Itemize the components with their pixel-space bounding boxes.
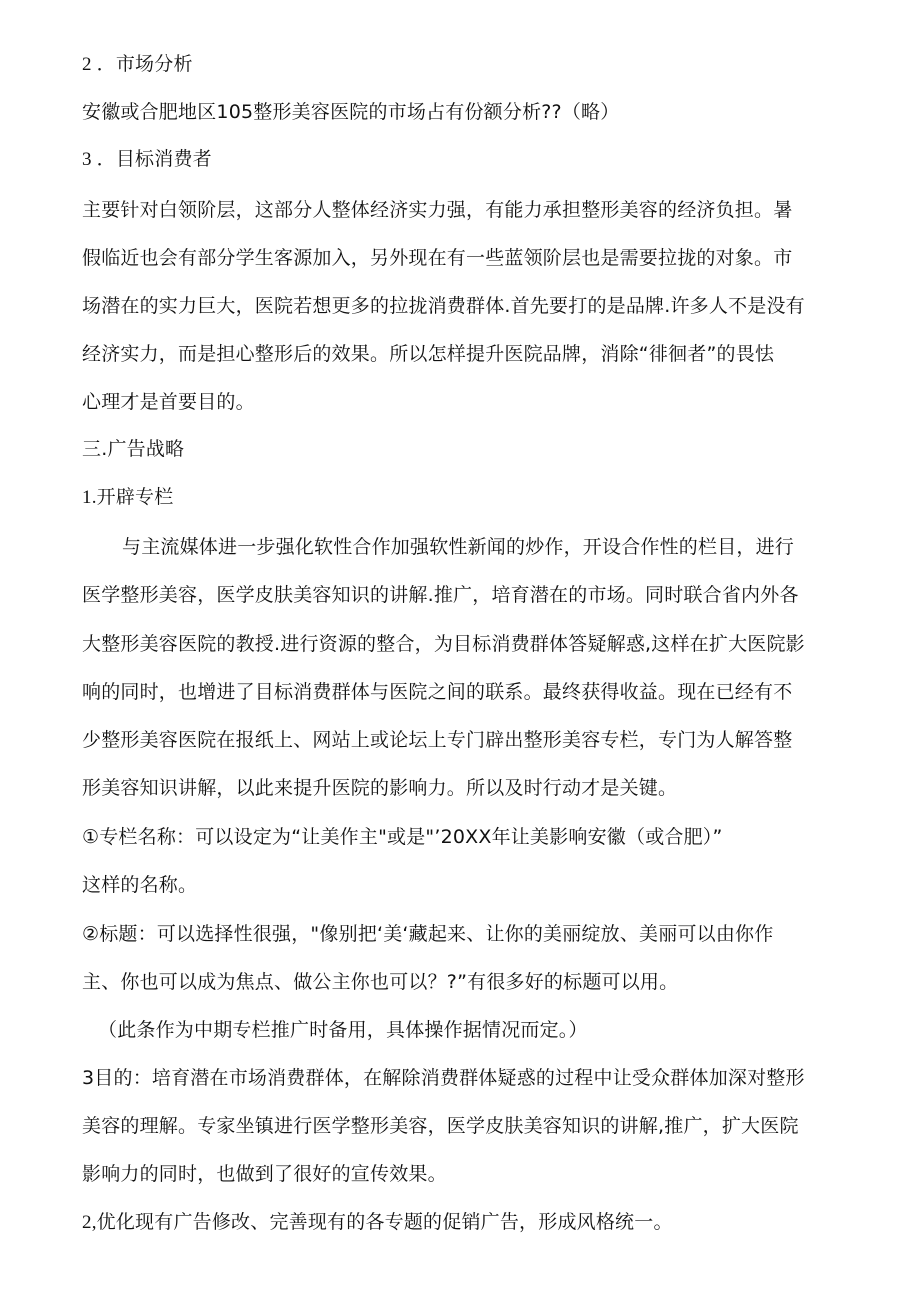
paragraph-line: 这样的名称。 xyxy=(82,874,198,896)
paragraph-line: （此条作为中期专栏推广时备用，具体操作据情况而定。） xyxy=(98,1019,588,1041)
section-heading-advertising-strategy: 三.广告战略 xyxy=(82,438,185,460)
paragraph-line: 少整形美容医院在报纸上、网站上或论坛上专门辟出整形美容专栏，专门为人解答整 xyxy=(82,729,793,751)
paragraph-line: 形美容知识讲解，以此来提升医院的影响力。所以及时行动才是关键。 xyxy=(82,777,678,799)
section-heading-target-consumers: 3 ．目标消费者 xyxy=(82,149,212,170)
paragraph-line: 与主流媒体进一步强化软性合作加强软性新闻的炒作，开设合作性的栏目，进行 xyxy=(122,536,795,558)
paragraph-line: 影响力的同时，也做到了很好的宣传效果。 xyxy=(82,1163,447,1185)
section-heading-market-analysis: 2 ．市场分析 xyxy=(82,54,193,75)
paragraph-line: 响的同时，也增进了目标消费群体与医院之间的联系。最终获得收益。现在已经有不 xyxy=(82,681,793,703)
paragraph-line: 美容的理解。专家坐镇进行医学整形美容，医学皮肤美容知识的讲解,推广，扩大医院 xyxy=(82,1115,799,1137)
paragraph-line: ①专栏名称：可以设定为“让美作主"或是"’20XX年让美影响安徽（或合肥）” xyxy=(82,826,723,848)
paragraph-line: ②标题：可以选择性很强，"像别把‘美‘藏起来、让你的美丽绽放、美丽可以由你作 xyxy=(82,923,774,945)
paragraph-line: 场潜在的实力巨大，医院若想更多的拉拢消费群体.首先要打的是品牌.许多人不是没有 xyxy=(82,295,805,317)
paragraph-line: 心理才是首要目的。 xyxy=(82,391,255,413)
paragraph-line: 假临近也会有部分学生客源加入，另外现在有一些蓝领阶层也是需要拉拢的对象。市 xyxy=(82,247,793,269)
paragraph-line: 主、你也可以成为焦点、做公主你也可以？?”有很多好的标题可以用。 xyxy=(82,971,679,993)
paragraph-line: 医学整形美容，医学皮肤美容知识的讲解.推广，培育潜在的市场。同时联合省内外各 xyxy=(82,584,799,606)
paragraph-line: 大整形美容医院的教授.进行资源的整合，为目标消费群体答疑解惑,这样在扩大医院影 xyxy=(82,633,805,655)
paragraph-line: 安徽或合肥地区105整形美容医院的市场占有份额分析??（略） xyxy=(82,101,620,123)
paragraph-line: 经济实力，而是担心整形后的效果。所以怎样提升医院品牌，消除“徘徊者”的畏怯 xyxy=(82,343,775,365)
paragraph-line: 2,优化现有广告修改、完善现有的各专题的促销广告，形成风格统一。 xyxy=(82,1212,673,1233)
paragraph-line: 主要针对白领阶层，这部分人整体经济实力强，有能力承担整形美容的经济负担。暑 xyxy=(82,199,793,221)
paragraph-line: 3目的：培育潜在市场消费群体，在解除消费群体疑惑的过程中让受众群体加深对整形 xyxy=(82,1067,805,1089)
subsection-heading-column: 1.开辟专栏 xyxy=(82,487,174,508)
